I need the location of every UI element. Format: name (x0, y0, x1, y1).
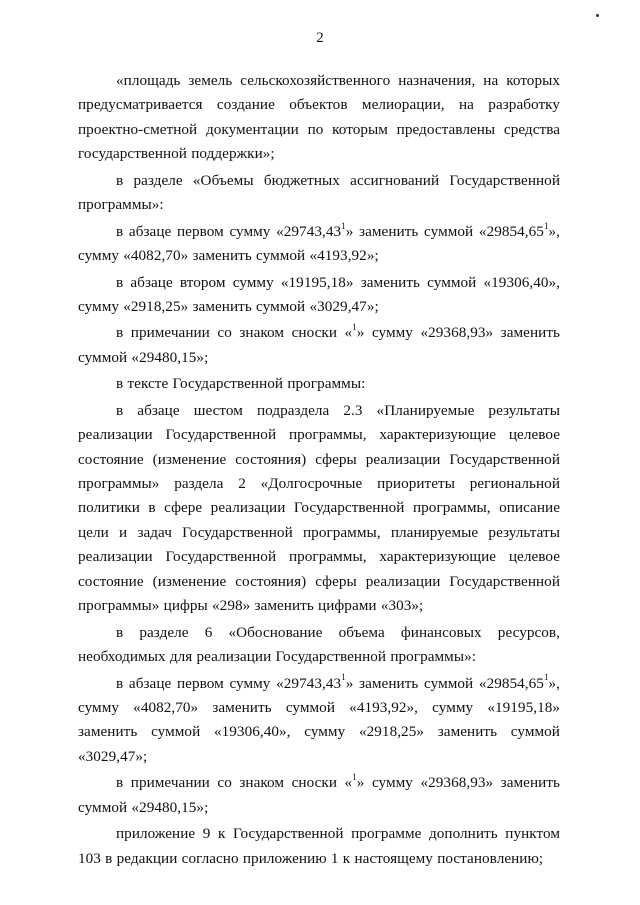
paragraph: «площадь земель сельскохозяйственного назначения, на которых предусматривается создание объектов мелиорации, на разработку проектно-сметной документации по которым предоставлены средства государственной поддержки»; (78, 72, 560, 163)
paragraph: приложение 9 к Государственной программе дополнить пунктом 103 в редакции согласно приложению 1 к настоящему постановлению; (78, 825, 560, 867)
paragraph: в примечании со знаком сноски «$^1$» сумму «29368,93» заменить суммой «29480,15»; (78, 322, 560, 366)
footnote-mark: 1 (543, 220, 549, 231)
page-number: 2 (316, 30, 324, 46)
footnote-mark: 1 (341, 672, 346, 683)
paragraph: в абзаце первом сумму «29743,43$^1$» заменить суммой «29854,65$^1$», сумму «4082,70» заменить суммой «4193,92»; (78, 220, 560, 265)
paragraph: в абзаце шестом подраздела 2.3 «Планируемые результаты реализации Государственной программы, характеризующие целевое состояние (изменение состояния) сферы реализации Государственной программы» раздела 2 «Долгосрочные приоритеты региональной политики в сфере реализации Государственной программы, описание цели и задач Государственной программы, планируемые результаты реализации Государственной программы, характеризующие целевое состояние (изменение состояния) сферы реализации Государственной программы» цифры «298» заменить цифрами «303»; (78, 401, 560, 615)
document-body (78, 69, 560, 873)
paragraph: в тексте Государственной программы: (116, 375, 366, 393)
paragraph: в разделе 6 «Обоснование объема финансовых ресурсов, необходимых для реализации Государственной программы»: (78, 623, 560, 665)
footnote-mark: 1 (352, 772, 357, 783)
footnote-mark: 1 (352, 322, 357, 333)
scan-speck (596, 14, 599, 17)
paragraph: в разделе «Объемы бюджетных ассигнований Государственной программы»: (78, 171, 560, 214)
footnote-mark: 1 (341, 220, 346, 231)
paragraph: в абзаце первом сумму «29743,43$^1$» заменить суммой «29854,65$^1$», сумму «4082,70» заменить суммой «4193,92», сумму «19195,18» заменить суммой «19306,40», сумму «2918,25» заменить суммой «3029,47»; (78, 672, 560, 765)
footnote-mark: 1 (543, 672, 549, 683)
paragraph: в абзаце втором сумму «19195,18» заменить суммой «19306,40», сумму «2918,25» заменить суммой «3029,47»; (78, 273, 560, 315)
paragraph: в примечании со знаком сноски «$^1$» сумму «29368,93» заменить суммой «29480,15»; (78, 772, 560, 816)
